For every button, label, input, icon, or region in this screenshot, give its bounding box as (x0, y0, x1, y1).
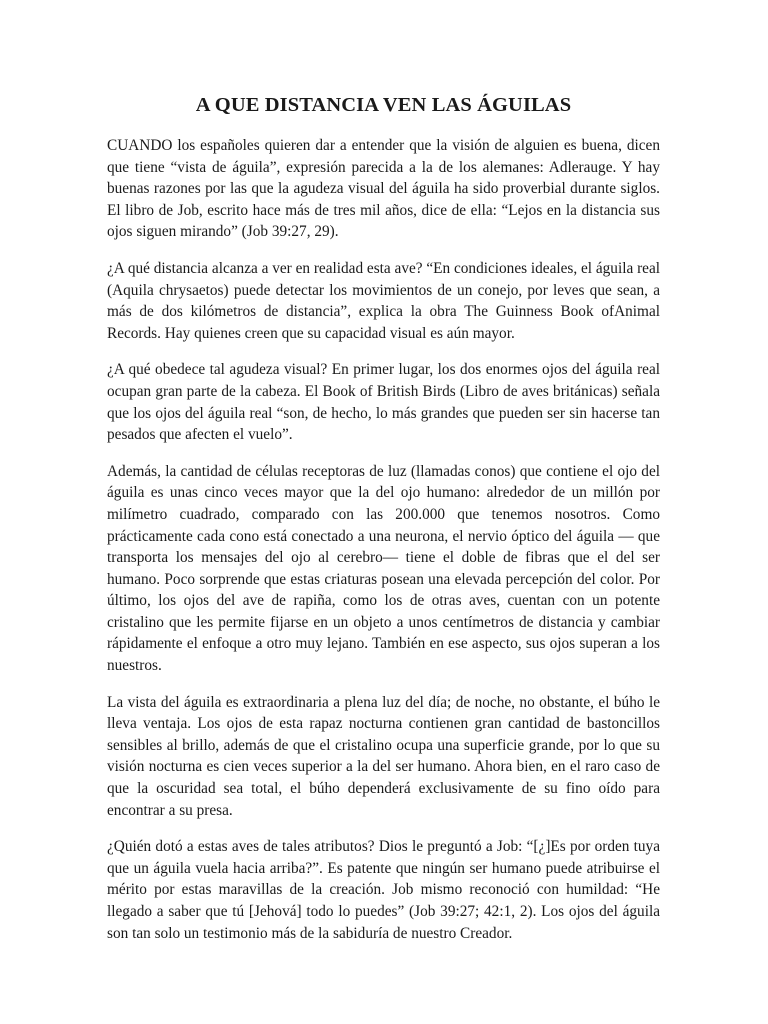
paragraph-6: ¿Quién dotó a estas aves de tales atributos? Dios le preguntó a Job: “[¿]Es por orden tuya que un águila vuela hacia arriba?”. Es patente que ningún ser humano puede atribuirse el mérito por estas maravillas de la creación. Job mismo reconoció con humildad: “He llegado a saber que tú [Jehová] todo lo puedes” (Job 39:27; 42:1, 2). Los ojos del águila son tan solo un testimonio más de la sabiduría de nuestro Creador. (107, 838, 660, 942)
document-body (107, 92, 660, 959)
paragraph-1: CUANDO los españoles quieren dar a entender que la visión de alguien es buena, dicen que tiene “vista de águila”, expresión parecida a la de los alemanes: Adlerauge. Y hay buenas razones por las que la agudeza visual del águila ha sido proverbial durante siglos. El libro de Job, escrito hace más de tres mil años, dice de ella: “Lejos en la distancia sus ojos siguen mirando” (Job 39:27, 29). (107, 137, 660, 241)
document-title: A QUE DISTANCIA VEN LAS ÁGUILAS (195, 94, 572, 116)
paragraph-3: ¿A qué obedece tal agudeza visual? En primer lugar, los dos enormes ojos del águila real ocupan gran parte de la cabeza. El Book of British Birds (Libro de aves británicas) señala que los ojos del águila real “son, de hecho, lo más grandes que pueden ser sin hacerse tan pesados que afecten el vuelo”. (107, 361, 660, 444)
paragraph-4: Además, la cantidad de células receptoras de luz (llamadas conos) que contiene el ojo del águila es unas cinco veces mayor que la del ojo humano: alrededor de un millón por milímetro cuadrado, comparado con las 200.000 que tenemos nosotros. Como prácticamente cada cono está conectado a una neurona, el nervio óptico del águila — que transporta los mensajes del ojo al cerebro— tiene el doble de fibras que el del ser humano. Poco sorprende que estas criaturas posean una elevada percepción del color. Por último, los ojos del ave de rapiña, como los de otras aves, cuentan con un potente cristalino que les permite fijarse en un objeto a unos centímetros de distancia y cambiar rápidamente el enfoque a otro muy lejano. También en ese aspecto, sus ojos superan a los nuestros. (107, 462, 660, 675)
paragraph-2: ¿A qué distancia alcanza a ver en realidad esta ave? “En condiciones ideales, el águila real (Aquila chrysaetos) puede detectar los movimientos de un conejo, por leves que sean, a más de dos kilómetros de distancia”, explica la obra The Guinness Book ofAnimal Records. Hay quienes creen que su capacidad visual es aún mayor. (107, 259, 660, 342)
paragraph-5: La vista del águila es extraordinaria a plena luz del día; de noche, no obstante, el búho le lleva ventaja. Los ojos de esta rapaz nocturna contienen gran cantidad de bastoncillos sensibles al brillo, además de que el cristalino ocupa una superficie grande, por lo que su visión nocturna es cien veces superior a la del ser humano. Ahora bien, en el raro caso de que la oscuridad sea total, el búho dependerá exclusivamente de su fino oído para encontrar a su presa. (107, 693, 660, 819)
